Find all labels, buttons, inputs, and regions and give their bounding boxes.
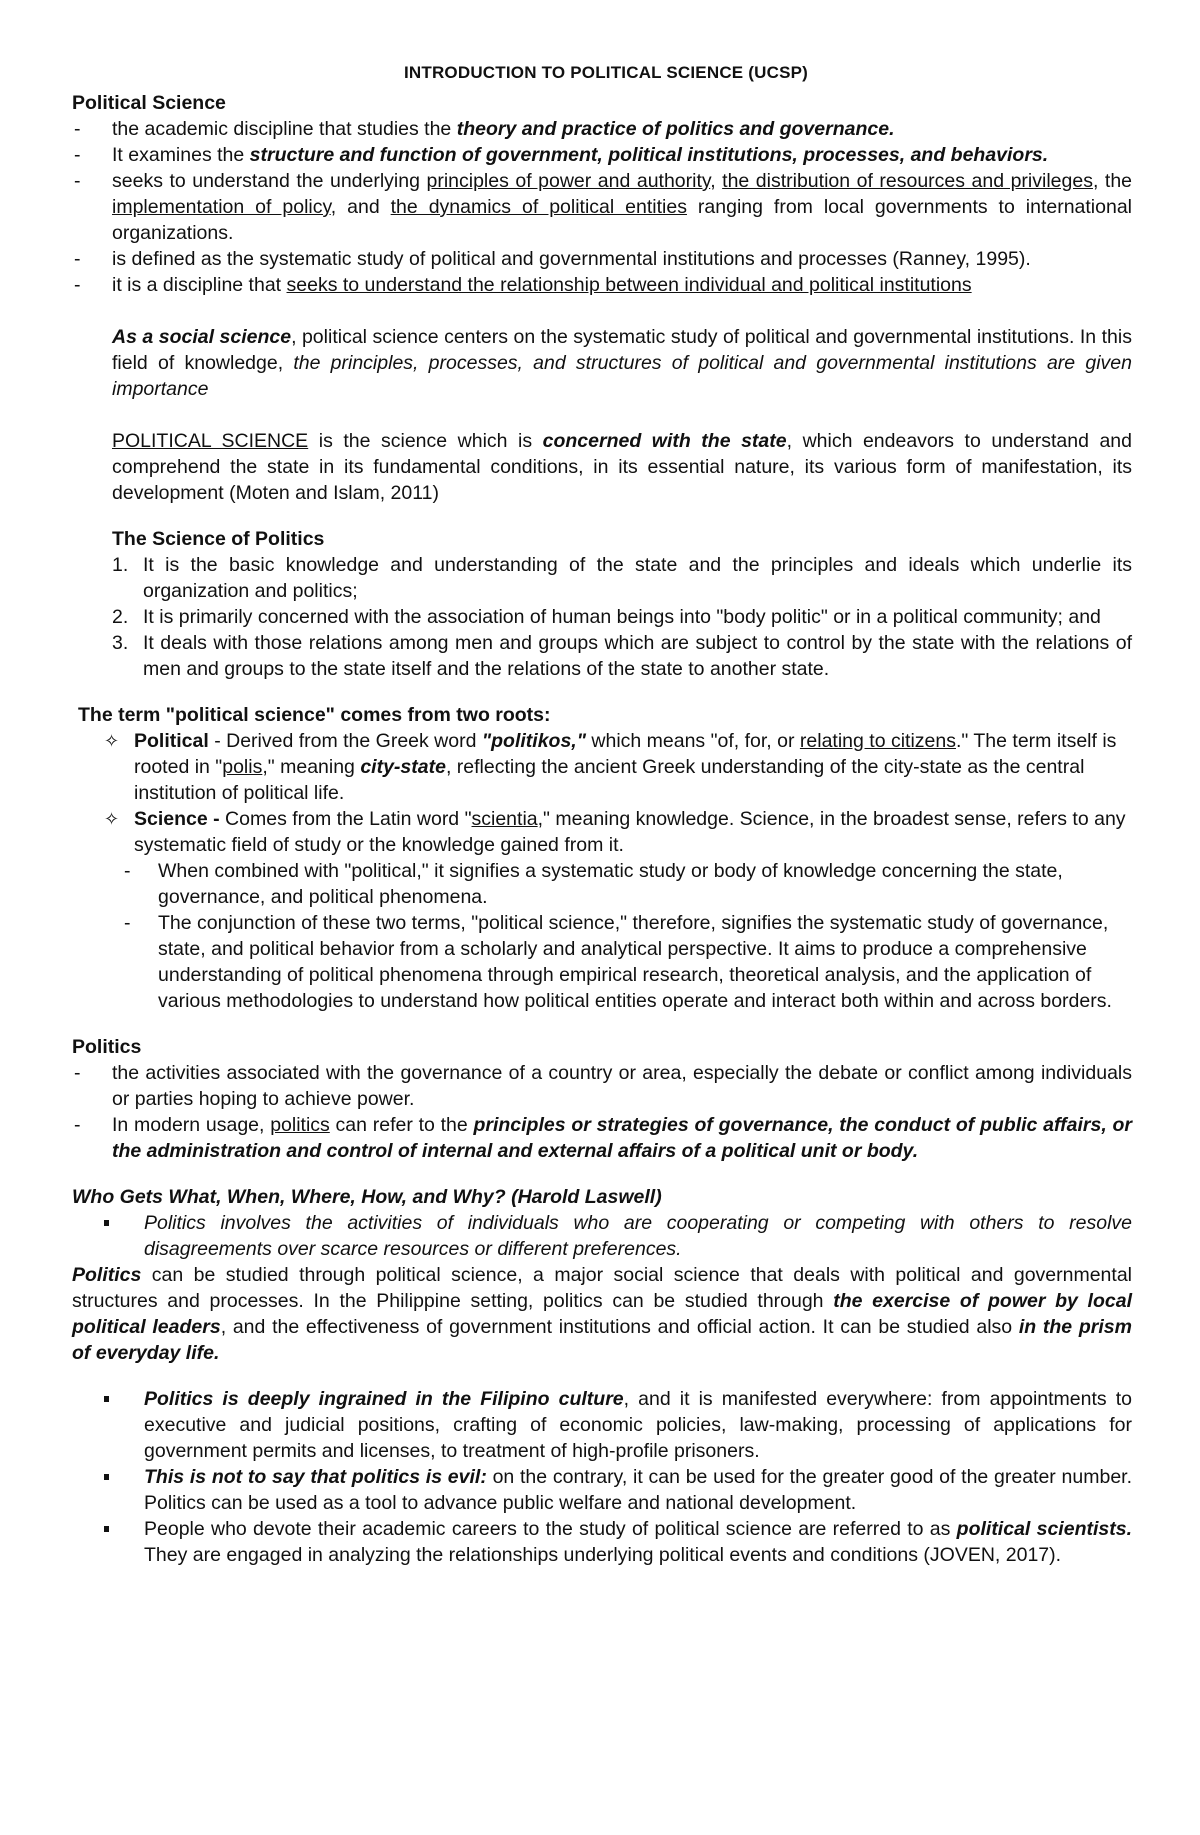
politics-heading: Politics [72, 1036, 142, 1058]
political-science-heading: Political Science [72, 92, 226, 114]
list-item: - it is a discipline that seeks to understand the relationship between individual and political institutions [72, 272, 1132, 298]
list-item: 3. It deals with those relations among men and groups which are subject to control by the state with the relations of men and groups to the state itself and the relations of the state to another state. [112, 632, 1132, 680]
list-item: People who devote their academic careers to the study of political science are referred to as political scientists. They are engaged in analyzing the relationships underlying political events and conditions (JOVEN, 2017). [102, 1516, 1132, 1568]
list-item: 2. It is primarily concerned with the association of human beings into "body politic" or in a political community; and [112, 606, 1101, 628]
list-item: Politics involves the activities of individuals who are cooperating or competing with others to resolve disagreements over scarce resources or different preferences. [102, 1210, 1132, 1262]
list-item: - is defined as the systematic study of political and governmental institutions and processes (Ranney, 1995). [72, 246, 1132, 272]
politics-culture-list [72, 1386, 1132, 1568]
social-science-paragraph: As a social science, political science centers on the systematic study of political and governmental institutions. In this field of knowledge, the principles, processes, and structures of political and governmental institutions are given importance [112, 326, 1132, 400]
political-science-definitions [72, 116, 1132, 298]
square-bullet-icon [104, 1474, 109, 1480]
laswell-list [72, 1210, 1132, 1262]
list-item: - It examines the structure and function of government, political institutions, processes, and behaviors. [72, 142, 1132, 168]
science-of-politics-list [72, 552, 1132, 682]
list-item: - In modern usage, politics can refer to the principles or strategies of governance, the conduct of public affairs, or the administration and control of internal and external affairs of a political unit or body. [72, 1112, 1132, 1164]
laswell-heading: Who Gets What, When, Where, How, and Why? (Harold Laswell) [72, 1186, 662, 1208]
politics-definitions [72, 1060, 1132, 1164]
list-item: - When combined with "political," it signifies a systematic study or body of knowledge concerning the state, governance, and political phenomena. [102, 858, 1132, 910]
politics-studied-paragraph: Politics can be studied through political science, a major social science that deals with political and governmental structures and processes. In the Philippine setting, politics can be studied through the exercise of power by local political leaders, and the effectiveness of government institutions and official action. It can be studied also in the prism of everyday life. [72, 1264, 1132, 1364]
document-page [72, 60, 1132, 1568]
list-item: - the academic discipline that studies the theory and practice of politics and governance. [72, 116, 1132, 142]
state-paragraph: POLITICAL SCIENCE is the science which is concerned with the state, which endeavors to understand and comprehend the state in its fundamental conditions, in its essential nature, its various form of manifestation, its development (Moten and Islam, 2011) [112, 430, 1132, 504]
list-item: Politics is deeply ingrained in the Filipino culture, and it is manifested everywhere: from appointments to executive and judicial positions, crafting of economic policies, law-making, processing of applications for government permits and licenses, to treatment of high-profile prisoners. [102, 1386, 1132, 1464]
square-bullet-icon [104, 1526, 109, 1532]
document-title: INTRODUCTION TO POLITICAL SCIENCE (UCSP) [403, 63, 809, 82]
roots-sub-list [72, 858, 1132, 1014]
square-bullet-icon [104, 1396, 109, 1402]
diamond-bullet-icon: ✧ [104, 731, 120, 751]
science-of-politics-heading: The Science of Politics [112, 528, 325, 550]
square-bullet-icon [104, 1220, 109, 1226]
two-roots-heading: The term "political science" comes from two roots: [78, 704, 551, 726]
roots-list [72, 728, 1132, 858]
list-item: ✧ Science - Comes from the Latin word "scientia," meaning knowledge. Science, in the broadest sense, refers to any systematic field of study or the knowledge gained from it. [104, 808, 1126, 856]
list-item: This is not to say that politics is evil: on the contrary, it can be used for the greater good of the greater number. Politics can be used as a tool to advance public welfare and national development. [102, 1464, 1132, 1516]
diamond-bullet-icon: ✧ [104, 809, 120, 829]
list-item: - seeks to understand the underlying principles of power and authority, the distribution of resources and privileges, the implementation of policy, and the dynamics of political entities ranging from local governments to international organizations. [72, 168, 1132, 246]
list-item: - The conjunction of these two terms, "political science," therefore, signifies the systematic study of governance, state, and political behavior from a scholarly and analytical perspective. It aims to produce a comprehensive understanding of political phenomena through empirical research, theoretical analysis, and the application of various methodologies to understand how political entities operate and interact both within and across borders. [102, 910, 1132, 1014]
list-item: 1. It is the basic knowledge and understanding of the state and the principles and ideals which underlie its organization and politics; [112, 554, 1132, 602]
list-item: - the activities associated with the governance of a country or area, especially the debate or conflict among individuals or parties hoping to achieve power. [72, 1060, 1132, 1112]
list-item: ✧ Political - Derived from the Greek word "politikos," which means "of, for, or relating to citizens." The term itself is rooted in "polis," meaning city-state, reflecting the ancient Greek understanding of the city-state as the central institution of political life. [104, 730, 1117, 804]
